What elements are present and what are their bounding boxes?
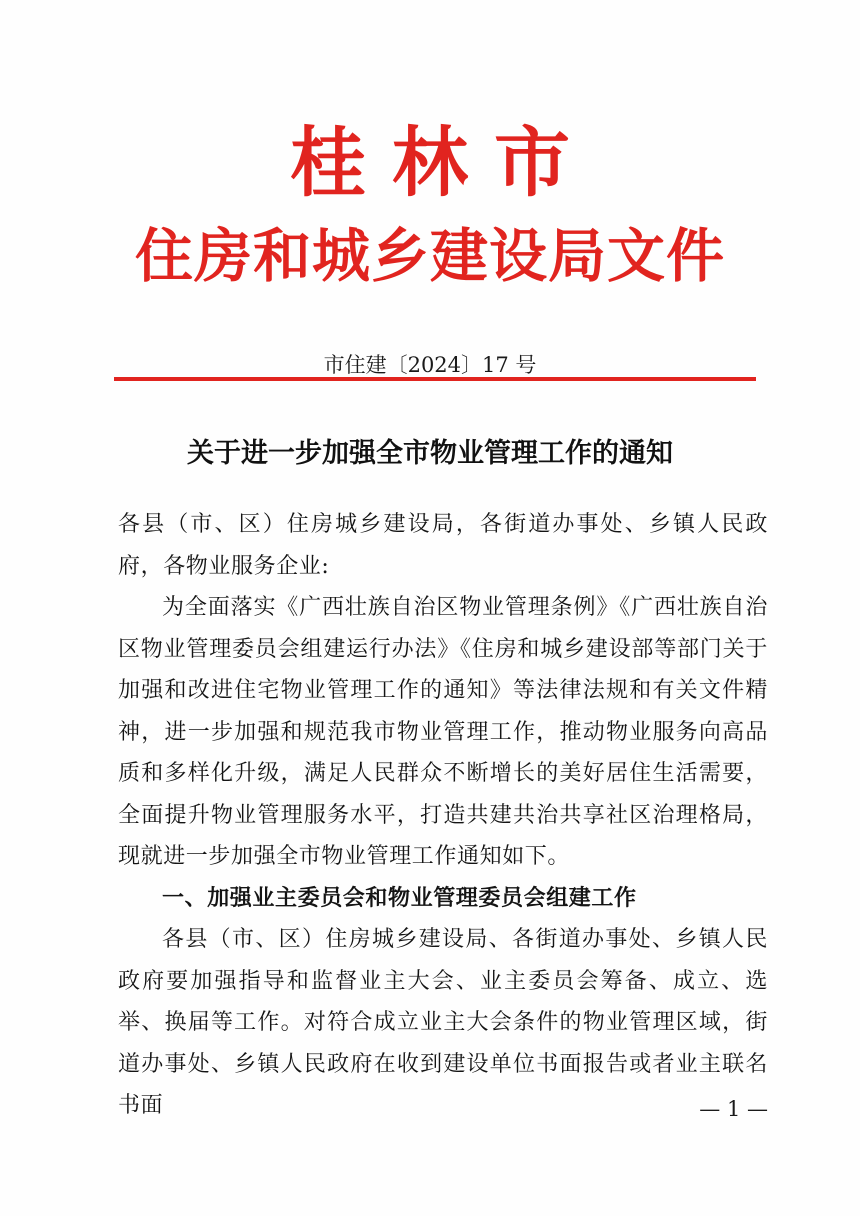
addressee-paragraph: 各县（市、区）住房城乡建设局，各街道办事处、乡镇人民政府，各物业服务企业:: [118, 512, 768, 579]
page-number: — 1 —: [699, 1097, 768, 1121]
issuer-city-heading: 桂林市: [290, 118, 596, 207]
issuer-bureau-heading: 住房和城乡建设局文件: [134, 222, 725, 290]
document-title: 关于进一步加强全市物业管理工作的通知: [187, 438, 673, 469]
section-paragraph: 各县（市、区）住房城乡建设局、各街道办事处、乡镇人民政府要加强指导和监督业主大会、业主委员会筹备、成立、选举、换届等工作。对符合成立业主大会条件的物业管理区域，街道办事处、乡镇人民政府在收到建设单位书面报告或者业主联名书面: [118, 927, 768, 1118]
red-separator-line: [114, 377, 756, 381]
intro-paragraph: 为全面落实《广西壮族自治区物业管理条例》《广西壮族自治区物业管理委员会组建运行办法》《住房和城乡建设部等部门关于加强和改进住宅物业管理工作的通知》等法律法规和有关文件精神，进一步加强和规范我市物业管理工作，推动物业服务向高品质和多样化升级，满足人民群众不断增长的美好居住生活需要，全面提升物业管理服务水平，打造共建共治共享社区治理格局，现就进一步加强全市物业管理工作通知如下。: [118, 595, 768, 869]
document-number: 市住建〔2024〕17 号: [323, 353, 537, 377]
document-body: [118, 504, 768, 1127]
section-heading: 一、加强业主委员会和物业管理委员会组建工作: [162, 884, 637, 911]
